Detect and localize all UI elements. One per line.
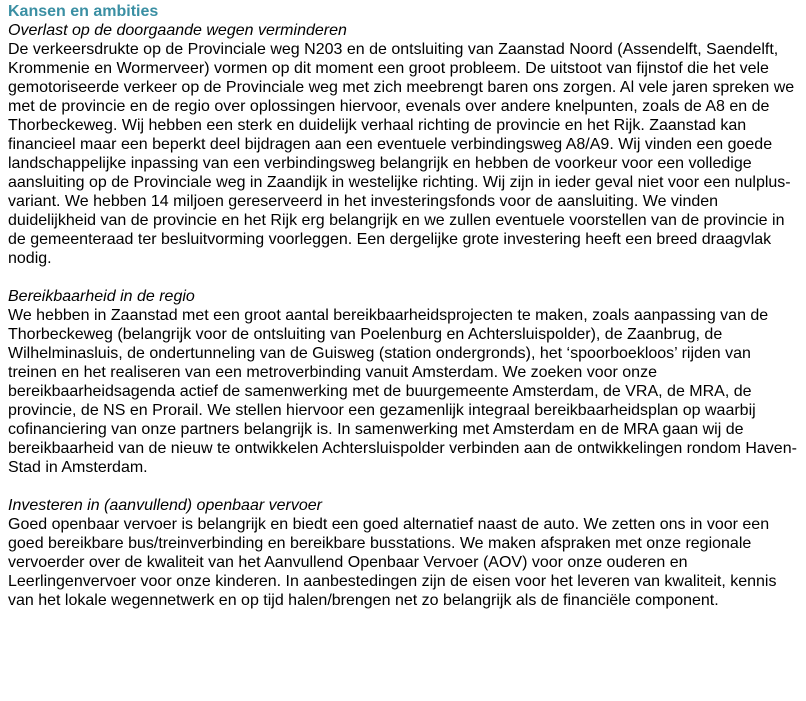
document-title: Kansen en ambities — [8, 3, 159, 20]
section-body: We hebben in Zaanstad met een groot aantal bereikbaarheidsprojecten te maken, zoals aanpassing van de Thorbeckeweg (belangrijk voor de ontsluiting van Poelenburg en Achtersluispolder), de Zaanbrug, de Wilhelminasluis, de ondertunneling van de Guisweg (station ondergronds), het ‘spoorboekloos’ rijden van treinen en het realiseren van een metroverbinding vanuit Amsterdam. We zoeken voor onze bereikbaarheidsagenda actief de samenwerking met de buurgemeente Amsterdam, de VRA, de MRA, de provincie, de NS en Prorail. We stellen hiervoor een gezamenlijk integraal bereikbaarheidsplan op waarbij cofinanciering van onze partners belangrijk is. In samenwerking met Amsterdam en de MRA gaan wij de bereikbaarheid van de nieuw te ontwikkelen Achtersluispolder verbinden aan de ontwikkelingen rondom Haven-Stad in Amsterdam. — [8, 307, 797, 476]
section-body: Goed openbaar vervoer is belangrijk en biedt een goed alternatief naast de auto. We zetten ons in voor een goed bereikbare bus/treinverbinding en bereikbare busstations. We maken afspraken met onze regionale vervoerder over de kwaliteit van het Aanvullend Openbaar Vervoer (AOV) voor onze ouderen en Leerlingenvervoer voor onze kinderen. In aanbestedingen zijn de eisen voor het leveren van kwaliteit, kennis van het lokale wegennetwerk en op tijd halen/brengen net zo belangrijk als de financiële component. — [8, 516, 777, 609]
document-page — [8, 2, 803, 629]
section-heading: Investeren in (aanvullend) openbaar vervoer — [8, 497, 322, 514]
section-openbaar-vervoer — [8, 496, 803, 610]
section-body: De verkeersdrukte op de Provinciale weg N203 en de ontsluiting van Zaanstad Noord (Assendelft, Saendelft, Krommenie en Wormerveer) vormen op dit moment een groot probleem. De uitstoot van fijnstof die het vele gemotoriseerde verkeer op de Provinciale weg met zich meebrengt baren ons zorgen. Al vele jaren spreken we met de provincie en de regio over oplossingen hiervoor, evenals over andere knelpunten, zoals de A8 en de Thorbeckeweg. Wij hebben een sterk en duidelijk verhaal richting de provincie en het Rijk. Zaanstad kan financieel maar een beperkt deel bijdragen aan een eventuele verbindingsweg A8/A9. Wij vinden een goede landschappelijke inpassing van een verbindingsweg belangrijk en hebben de voorkeur voor een volledige aansluiting op de Provinciale weg in Zaandijk in westelijke richting. Wij zijn in ieder geval niet voor een nulplus-variant. We hebben 14 miljoen gereserveerd in het investeringsfonds voor de aansluiting. We vinden duidelijkheid van de provincie en het Rijk erg belangrijk en we zullen eventuele voorstellen van de provincie in de gemeenteraad ter besluitvorming voorleggen. Een dergelijke grote investering heeft een breed draagvlak nodig. — [8, 41, 795, 267]
section-heading: Overlast op de doorgaande wegen verminderen — [8, 22, 347, 39]
section-overlast — [8, 21, 803, 268]
section-heading: Bereikbaarheid in de regio — [8, 288, 195, 305]
section-bereikbaarheid — [8, 287, 803, 477]
